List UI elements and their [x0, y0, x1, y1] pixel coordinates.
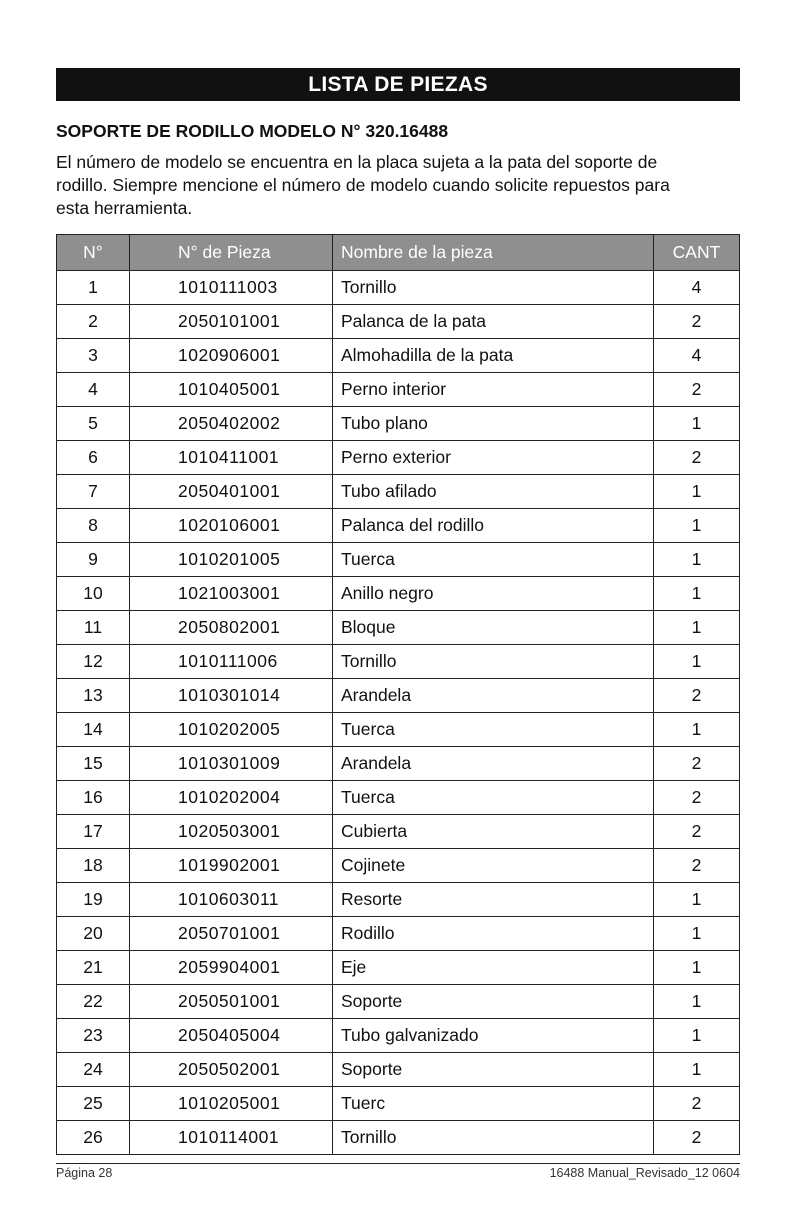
cell-number: 1 [57, 271, 130, 305]
cell-part-number: 1020106001 [130, 509, 333, 543]
table-row [57, 1019, 740, 1053]
banner-title: LISTA DE PIEZAS [308, 72, 488, 96]
cell-quantity: 1 [654, 475, 740, 509]
intro-paragraph [56, 151, 746, 220]
cell-quantity: 1 [654, 611, 740, 645]
cell-number: 9 [57, 543, 130, 577]
cell-number: 26 [57, 1121, 130, 1155]
cell-quantity: 1 [654, 917, 740, 951]
cell-number: 24 [57, 1053, 130, 1087]
table-row [57, 849, 740, 883]
header-quantity: CANT [654, 235, 740, 271]
cell-number: 12 [57, 645, 130, 679]
parts-table-body [57, 271, 740, 1155]
cell-quantity: 1 [654, 1019, 740, 1053]
cell-part-number: 1010202005 [130, 713, 333, 747]
cell-quantity: 1 [654, 713, 740, 747]
cell-number: 10 [57, 577, 130, 611]
cell-part-number: 1020503001 [130, 815, 333, 849]
cell-part-name: Tornillo [333, 645, 654, 679]
cell-part-number: 1010405001 [130, 373, 333, 407]
cell-part-name: Almohadilla de la pata [333, 339, 654, 373]
cell-part-number: 2050802001 [130, 611, 333, 645]
cell-part-number: 2050405004 [130, 1019, 333, 1053]
cell-number: 5 [57, 407, 130, 441]
table-row [57, 1087, 740, 1121]
cell-part-name: Soporte [333, 1053, 654, 1087]
cell-quantity: 4 [654, 271, 740, 305]
model-heading: SOPORTE DE RODILLO MODELO N° 320.16488 [56, 121, 449, 141]
cell-part-number: 1010111003 [130, 271, 333, 305]
table-row [57, 951, 740, 985]
cell-number: 13 [57, 679, 130, 713]
cell-quantity: 2 [654, 679, 740, 713]
cell-part-name: Bloque [333, 611, 654, 645]
cell-part-name: Tubo afilado [333, 475, 654, 509]
cell-quantity: 1 [654, 543, 740, 577]
table-row [57, 917, 740, 951]
cell-number: 16 [57, 781, 130, 815]
cell-number: 22 [57, 985, 130, 1019]
cell-part-name: Anillo negro [333, 577, 654, 611]
cell-number: 25 [57, 1087, 130, 1121]
cell-quantity: 1 [654, 645, 740, 679]
table-row [57, 271, 740, 305]
cell-quantity: 2 [654, 747, 740, 781]
cell-part-name: Tornillo [333, 271, 654, 305]
cell-part-name: Palanca de la pata [333, 305, 654, 339]
table-row [57, 611, 740, 645]
cell-quantity: 2 [654, 373, 740, 407]
header-number: N° [57, 235, 130, 271]
cell-number: 7 [57, 475, 130, 509]
cell-part-number: 2050402002 [130, 407, 333, 441]
table-row [57, 373, 740, 407]
table-row [57, 883, 740, 917]
cell-number: 20 [57, 917, 130, 951]
table-row [57, 679, 740, 713]
table-row [57, 645, 740, 679]
cell-part-name: Cojinete [333, 849, 654, 883]
cell-number: 11 [57, 611, 130, 645]
cell-part-number: 2050501001 [130, 985, 333, 1019]
intro-line: El número de modelo se encuentra en la placa sujeta a la pata del soporte de [56, 152, 658, 172]
table-row [57, 475, 740, 509]
cell-part-number: 1020906001 [130, 339, 333, 373]
cell-part-name: Tuerc [333, 1087, 654, 1121]
cell-number: 4 [57, 373, 130, 407]
parts-table [56, 234, 740, 1155]
cell-part-number: 1010205001 [130, 1087, 333, 1121]
intro-line: rodillo. Siempre mencione el número de modelo cuando solicite repuestos para [56, 175, 670, 195]
cell-part-name: Arandela [333, 747, 654, 781]
cell-quantity: 2 [654, 441, 740, 475]
cell-quantity: 1 [654, 577, 740, 611]
table-row [57, 509, 740, 543]
cell-quantity: 2 [654, 849, 740, 883]
cell-part-number: 2059904001 [130, 951, 333, 985]
cell-part-number: 1010202004 [130, 781, 333, 815]
cell-number: 19 [57, 883, 130, 917]
cell-number: 8 [57, 509, 130, 543]
table-row [57, 543, 740, 577]
cell-part-number: 1010201005 [130, 543, 333, 577]
cell-part-number: 1010301009 [130, 747, 333, 781]
cell-part-number: 1010301014 [130, 679, 333, 713]
cell-number: 14 [57, 713, 130, 747]
section-banner [56, 68, 740, 101]
cell-number: 6 [57, 441, 130, 475]
table-row [57, 781, 740, 815]
cell-number: 15 [57, 747, 130, 781]
cell-part-number: 2050401001 [130, 475, 333, 509]
table-row [57, 713, 740, 747]
cell-number: 17 [57, 815, 130, 849]
cell-part-name: Soporte [333, 985, 654, 1019]
cell-number: 18 [57, 849, 130, 883]
cell-quantity: 1 [654, 883, 740, 917]
cell-part-name: Resorte [333, 883, 654, 917]
cell-number: 23 [57, 1019, 130, 1053]
cell-part-name: Perno exterior [333, 441, 654, 475]
cell-part-name: Tuerca [333, 781, 654, 815]
cell-quantity: 4 [654, 339, 740, 373]
table-row [57, 985, 740, 1019]
page-number: Página 28 [56, 1166, 113, 1180]
cell-quantity: 1 [654, 951, 740, 985]
cell-number: 2 [57, 305, 130, 339]
cell-quantity: 2 [654, 1087, 740, 1121]
cell-part-number: 1010603011 [130, 883, 333, 917]
cell-part-name: Tubo galvanizado [333, 1019, 654, 1053]
table-row [57, 305, 740, 339]
table-row [57, 407, 740, 441]
cell-part-name: Cubierta [333, 815, 654, 849]
cell-part-name: Tubo plano [333, 407, 654, 441]
table-row [57, 577, 740, 611]
document-id: 16488 Manual_Revisado_12 0604 [549, 1166, 740, 1180]
cell-quantity: 2 [654, 815, 740, 849]
cell-part-name: Tornillo [333, 1121, 654, 1155]
intro-line: esta herramienta. [56, 198, 193, 218]
table-header-row [57, 235, 740, 271]
header-part-number: N° de Pieza [130, 235, 333, 271]
table-row [57, 1121, 740, 1155]
cell-quantity: 2 [654, 781, 740, 815]
table-row [57, 815, 740, 849]
cell-part-name: Tuerca [333, 713, 654, 747]
cell-part-number: 2050101001 [130, 305, 333, 339]
cell-part-name: Rodillo [333, 917, 654, 951]
cell-part-name: Arandela [333, 679, 654, 713]
cell-quantity: 1 [654, 509, 740, 543]
cell-quantity: 2 [654, 305, 740, 339]
footer-divider [56, 1163, 740, 1164]
cell-number: 3 [57, 339, 130, 373]
cell-part-number: 1010411001 [130, 441, 333, 475]
cell-quantity: 2 [654, 1121, 740, 1155]
cell-part-name: Tuerca [333, 543, 654, 577]
cell-number: 21 [57, 951, 130, 985]
table-row [57, 441, 740, 475]
cell-quantity: 1 [654, 985, 740, 1019]
table-row [57, 747, 740, 781]
cell-part-name: Eje [333, 951, 654, 985]
header-part-name: Nombre de la pieza [333, 235, 654, 271]
cell-quantity: 1 [654, 407, 740, 441]
cell-part-name: Perno interior [333, 373, 654, 407]
cell-part-number: 2050701001 [130, 917, 333, 951]
cell-part-name: Palanca del rodillo [333, 509, 654, 543]
cell-part-number: 1019902001 [130, 849, 333, 883]
table-row [57, 1053, 740, 1087]
cell-quantity: 1 [654, 1053, 740, 1087]
cell-part-number: 2050502001 [130, 1053, 333, 1087]
table-row [57, 339, 740, 373]
cell-part-number: 1021003001 [130, 577, 333, 611]
cell-part-number: 1010114001 [130, 1121, 333, 1155]
cell-part-number: 1010111006 [130, 645, 333, 679]
